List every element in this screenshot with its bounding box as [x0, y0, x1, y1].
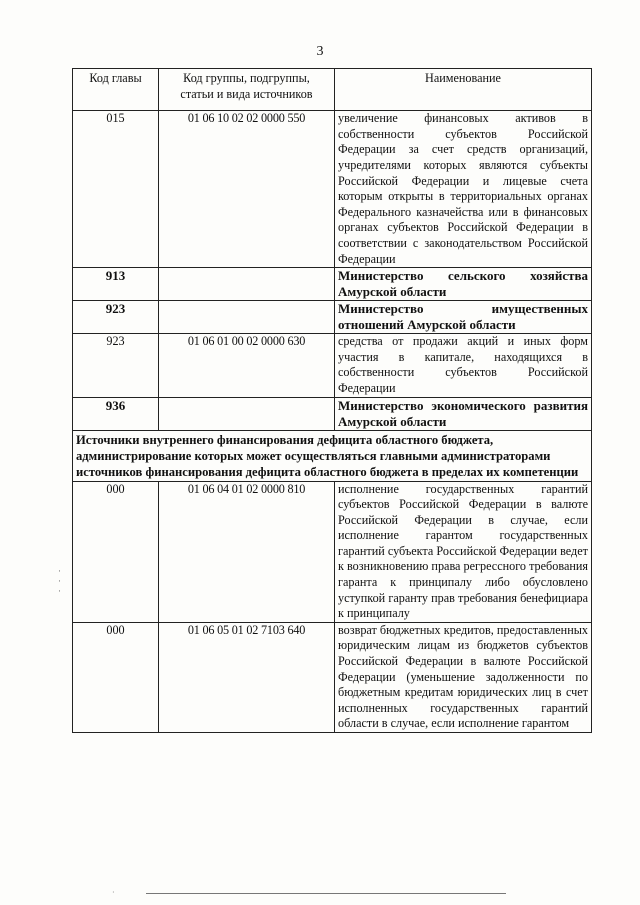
name-cell: исполнение государственных гарантий субъектов Российской Федерации в валюте Российской Федерации в случае, если исполнение гарантом государственных гарантий субъекта Российской Федерации ведет к возникновению права регрессного требования гаранта к принципалу либо обусловлено уступкой гаранту прав требования бенефициара к принципалу — [335, 481, 592, 622]
section-heading: Источники внутреннего финансирования дефицита областного бюджета, администрирование которых может осуществляться главными администраторами источников финансирования дефицита областного бюджета в пределах их компетенции — [73, 430, 592, 481]
page-number: 3 — [316, 44, 324, 59]
chapter-code-cell: 913 — [73, 268, 159, 301]
table-row — [73, 301, 592, 334]
table-row — [73, 481, 592, 622]
chapter-code-cell: 015 — [73, 111, 159, 268]
chapter-code-cell: 000 — [73, 622, 159, 732]
source-code-cell — [159, 301, 335, 334]
table-row — [73, 334, 592, 397]
bottom-scan-line — [146, 893, 506, 894]
scan-dot: · — [112, 888, 115, 897]
ministry-name-cell: Министерство сельского хозяйства Амурской области — [335, 268, 592, 301]
sources-table — [72, 68, 592, 733]
ministry-name-cell: Министерство экономического развития Амурской области — [335, 397, 592, 430]
source-code-cell — [159, 397, 335, 430]
table-row — [73, 622, 592, 732]
name-cell: средства от продажи акций и иных форм участия в капитале, находящихся в собственности субъектов Российской Федерации — [335, 334, 592, 397]
header-chapter-code: Код главы — [73, 69, 159, 111]
source-code-cell: 01 06 05 01 02 7103 640 — [159, 622, 335, 732]
chapter-code-cell: 923 — [73, 301, 159, 334]
chapter-code-cell: 936 — [73, 397, 159, 430]
margin-scan-mark: · · · — [58, 566, 61, 596]
source-code-cell: 01 06 10 02 02 0000 550 — [159, 111, 335, 268]
ministry-name-cell: Министерство имущественных отношений Амурской области — [335, 301, 592, 334]
source-code-cell — [159, 268, 335, 301]
chapter-code-cell: 000 — [73, 481, 159, 622]
table-row — [73, 397, 592, 430]
name-cell: возврат бюджетных кредитов, предоставленных юридическим лицам из бюджетов субъектов Российской Федерации в валюте Российской Федерации (уменьшение задолженности по бюджетным кредитам юридических лиц в счет исполненных государственных гарантий области в случае, если исполнение гарантом — [335, 622, 592, 732]
name-cell: увеличение финансовых активов в собственности субъектов Российской Федерации за счет средств организаций, учредителями которых являются субъекты Российской Федерации и лицевые счета которым открыты в территориальных органах Федерального казначейства или в финансовых органах субъектов Российской Федерации в соответствии с законодательством Российской Федерации — [335, 111, 592, 268]
table-row — [73, 268, 592, 301]
table-row — [73, 111, 592, 268]
source-code-cell: 01 06 04 01 02 0000 810 — [159, 481, 335, 622]
section-heading-row — [73, 430, 592, 481]
header-name: Наименование — [335, 69, 592, 111]
table-header-row — [73, 69, 592, 111]
chapter-code-cell: 923 — [73, 334, 159, 397]
header-source-code: Код группы, подгруппы, статьи и вида источников — [159, 69, 335, 111]
source-code-cell: 01 06 01 00 02 0000 630 — [159, 334, 335, 397]
